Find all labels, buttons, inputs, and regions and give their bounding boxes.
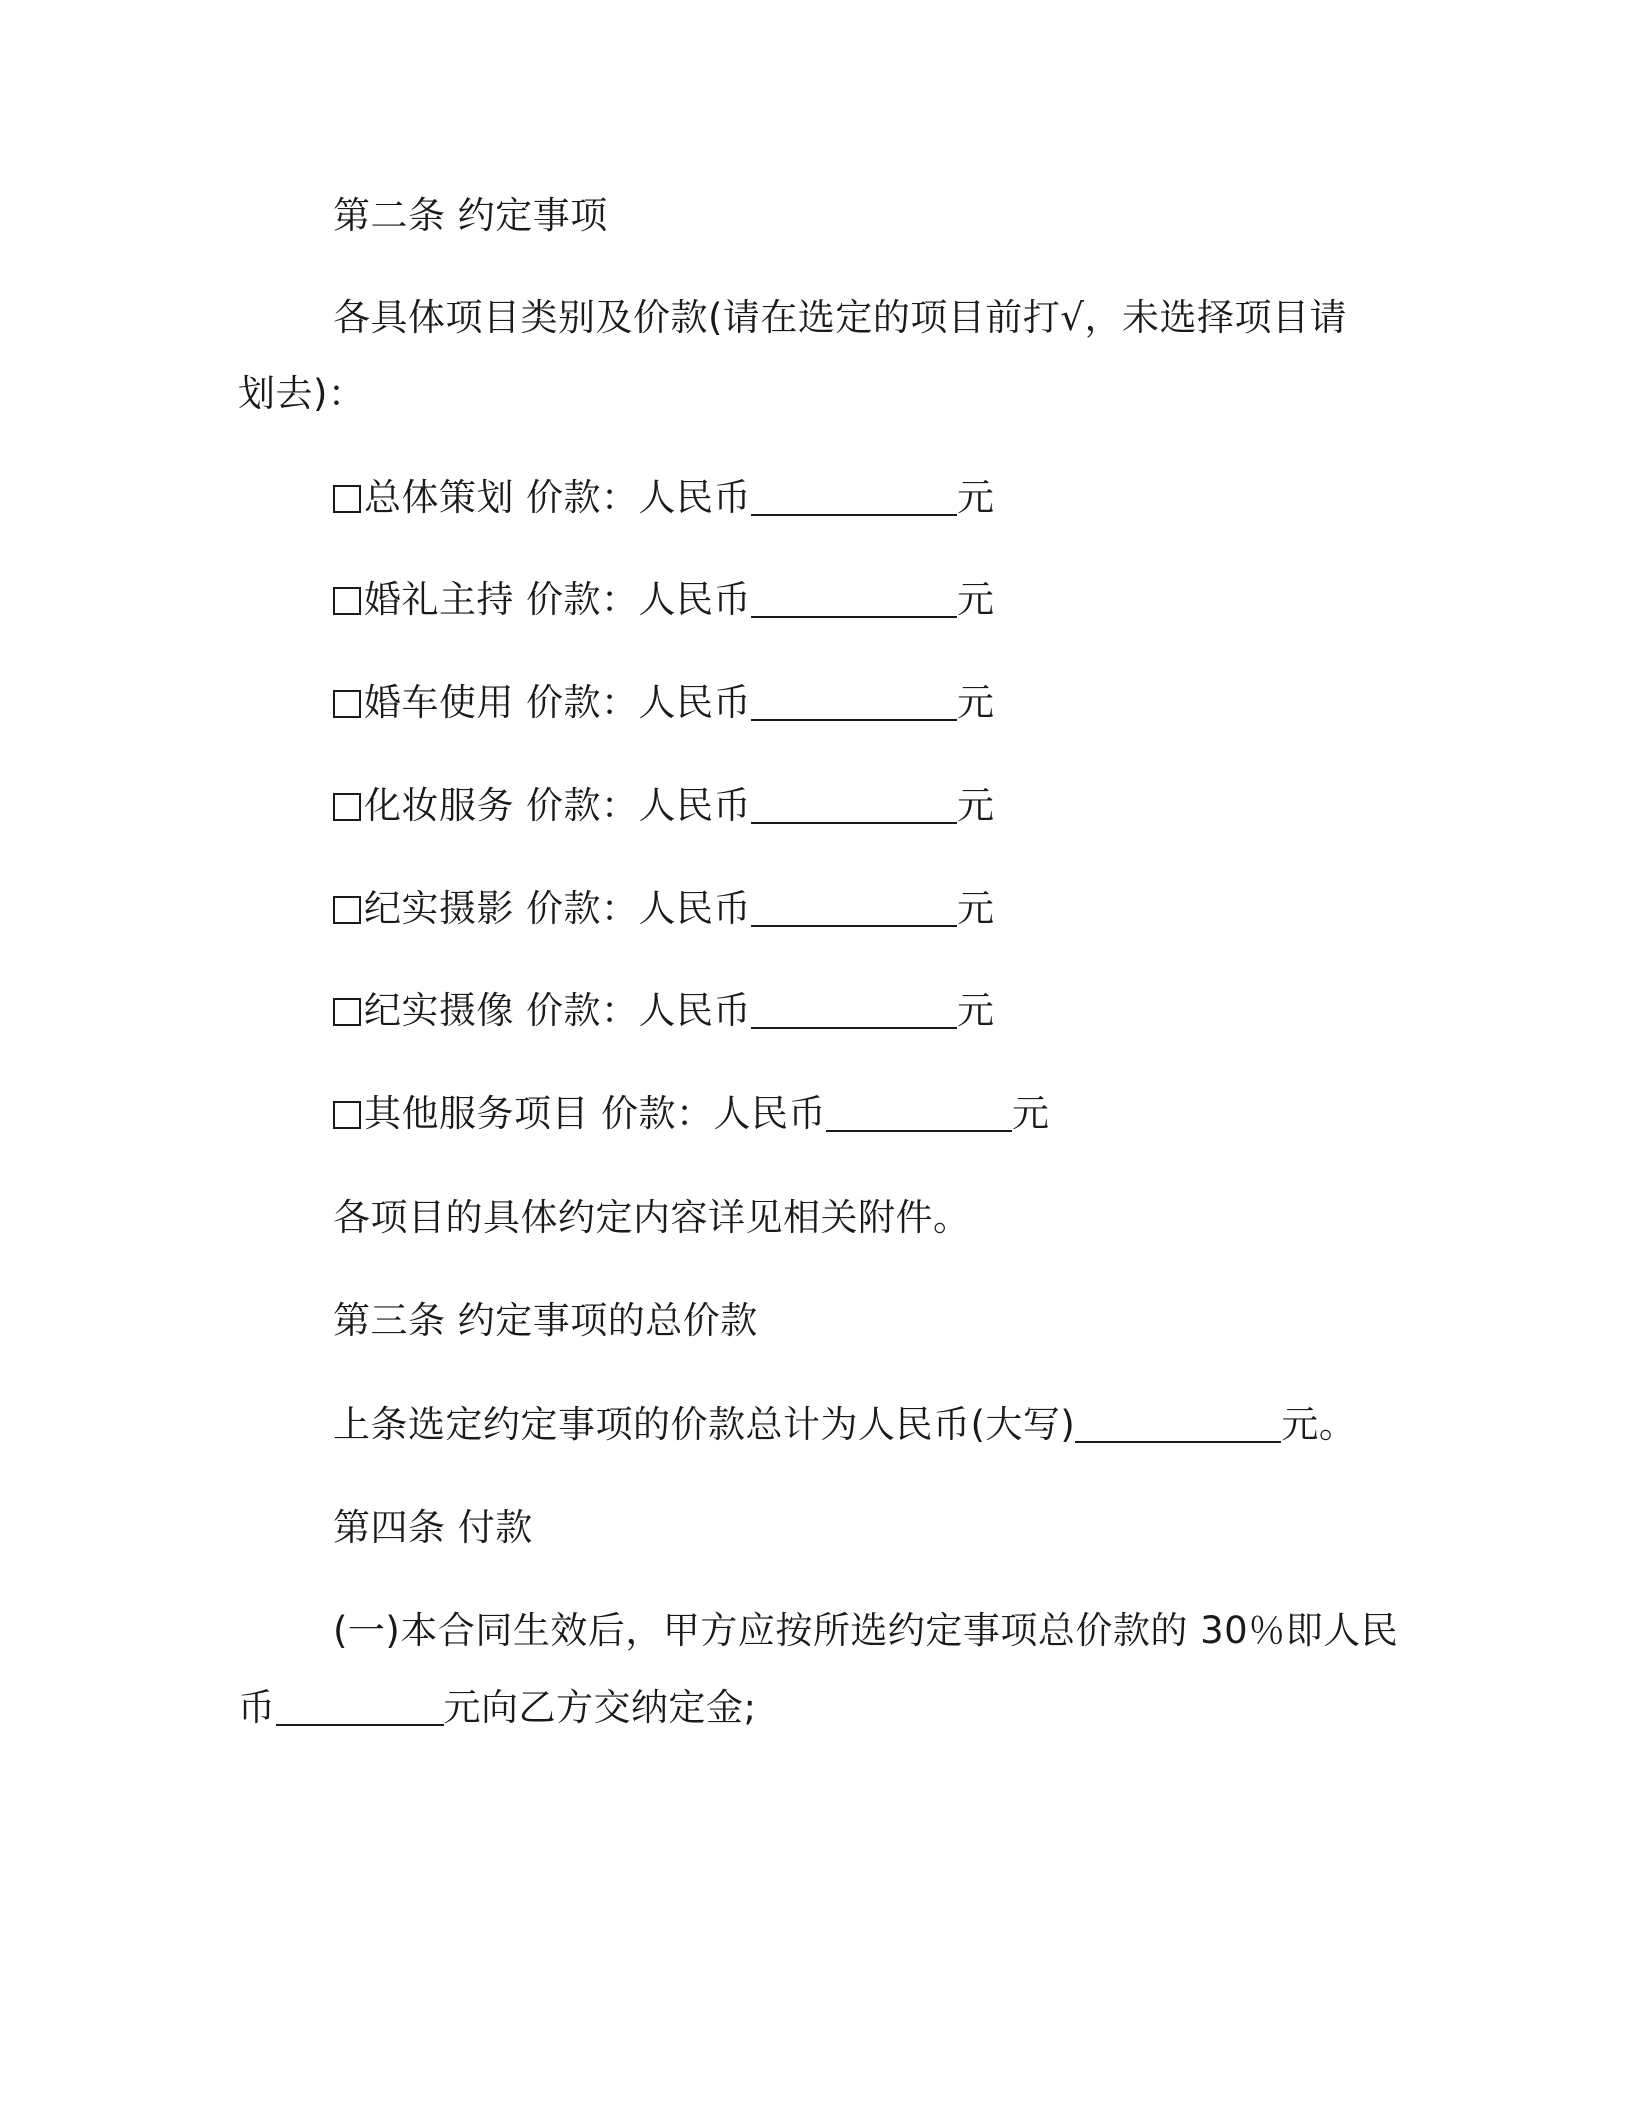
attachment-note: 各项目的具体约定内容详见相关附件。 xyxy=(333,1196,971,1239)
price-blank[interactable] xyxy=(751,580,957,618)
price-blank[interactable] xyxy=(751,786,957,824)
deposit-blank[interactable] xyxy=(276,1688,444,1726)
article-2-intro-line-1: 各具体项目类别及价款(请在选定的项目前打√，未选择项目请 xyxy=(333,296,1348,339)
checkbox[interactable] xyxy=(333,793,361,821)
article-4-clause-1-line-1: (一)本合同生效后，甲方应按所选约定事项总价款的 30％即人民 xyxy=(333,1609,1399,1652)
item-makeup: 化妆服务 价款：人民币 元 xyxy=(333,782,995,830)
item-overall-planning: 总体策划 价款：人民币 元 xyxy=(333,474,995,522)
checkbox[interactable] xyxy=(333,998,361,1026)
item-other-services: 其他服务项目 价款：人民币 元 xyxy=(333,1090,1050,1138)
total-price-blank[interactable] xyxy=(1075,1405,1281,1443)
article-4-clause-1-line-2: 币 元向乙方交纳定金; xyxy=(238,1686,757,1729)
item-videography: 纪实摄像 价款：人民币 元 xyxy=(333,987,995,1035)
price-blank[interactable] xyxy=(826,1094,1012,1132)
price-blank[interactable] xyxy=(751,991,957,1029)
item-photography: 纪实摄影 价款：人民币 元 xyxy=(333,885,995,933)
article-4-heading: 第四条 付款 xyxy=(333,1506,533,1549)
checkbox[interactable] xyxy=(333,896,361,924)
checkbox[interactable] xyxy=(333,1101,361,1129)
item-wedding-car: 婚车使用 价款：人民币 元 xyxy=(333,679,995,727)
price-blank[interactable] xyxy=(751,478,957,516)
price-blank[interactable] xyxy=(751,683,957,721)
item-wedding-host: 婚礼主持 价款：人民币 元 xyxy=(333,576,995,624)
article-3-total-price: 上条选定约定事项的价款总计为人民币(大写) 元。 xyxy=(333,1403,1357,1446)
checkbox[interactable] xyxy=(333,587,361,615)
article-2-intro-line-2: 划去)： xyxy=(238,372,366,415)
article-2-heading: 第二条 约定事项 xyxy=(333,194,608,237)
article-3-heading: 第三条 约定事项的总价款 xyxy=(333,1299,758,1342)
checkbox[interactable] xyxy=(333,690,361,718)
price-blank[interactable] xyxy=(751,889,957,927)
checkbox[interactable] xyxy=(333,485,361,513)
